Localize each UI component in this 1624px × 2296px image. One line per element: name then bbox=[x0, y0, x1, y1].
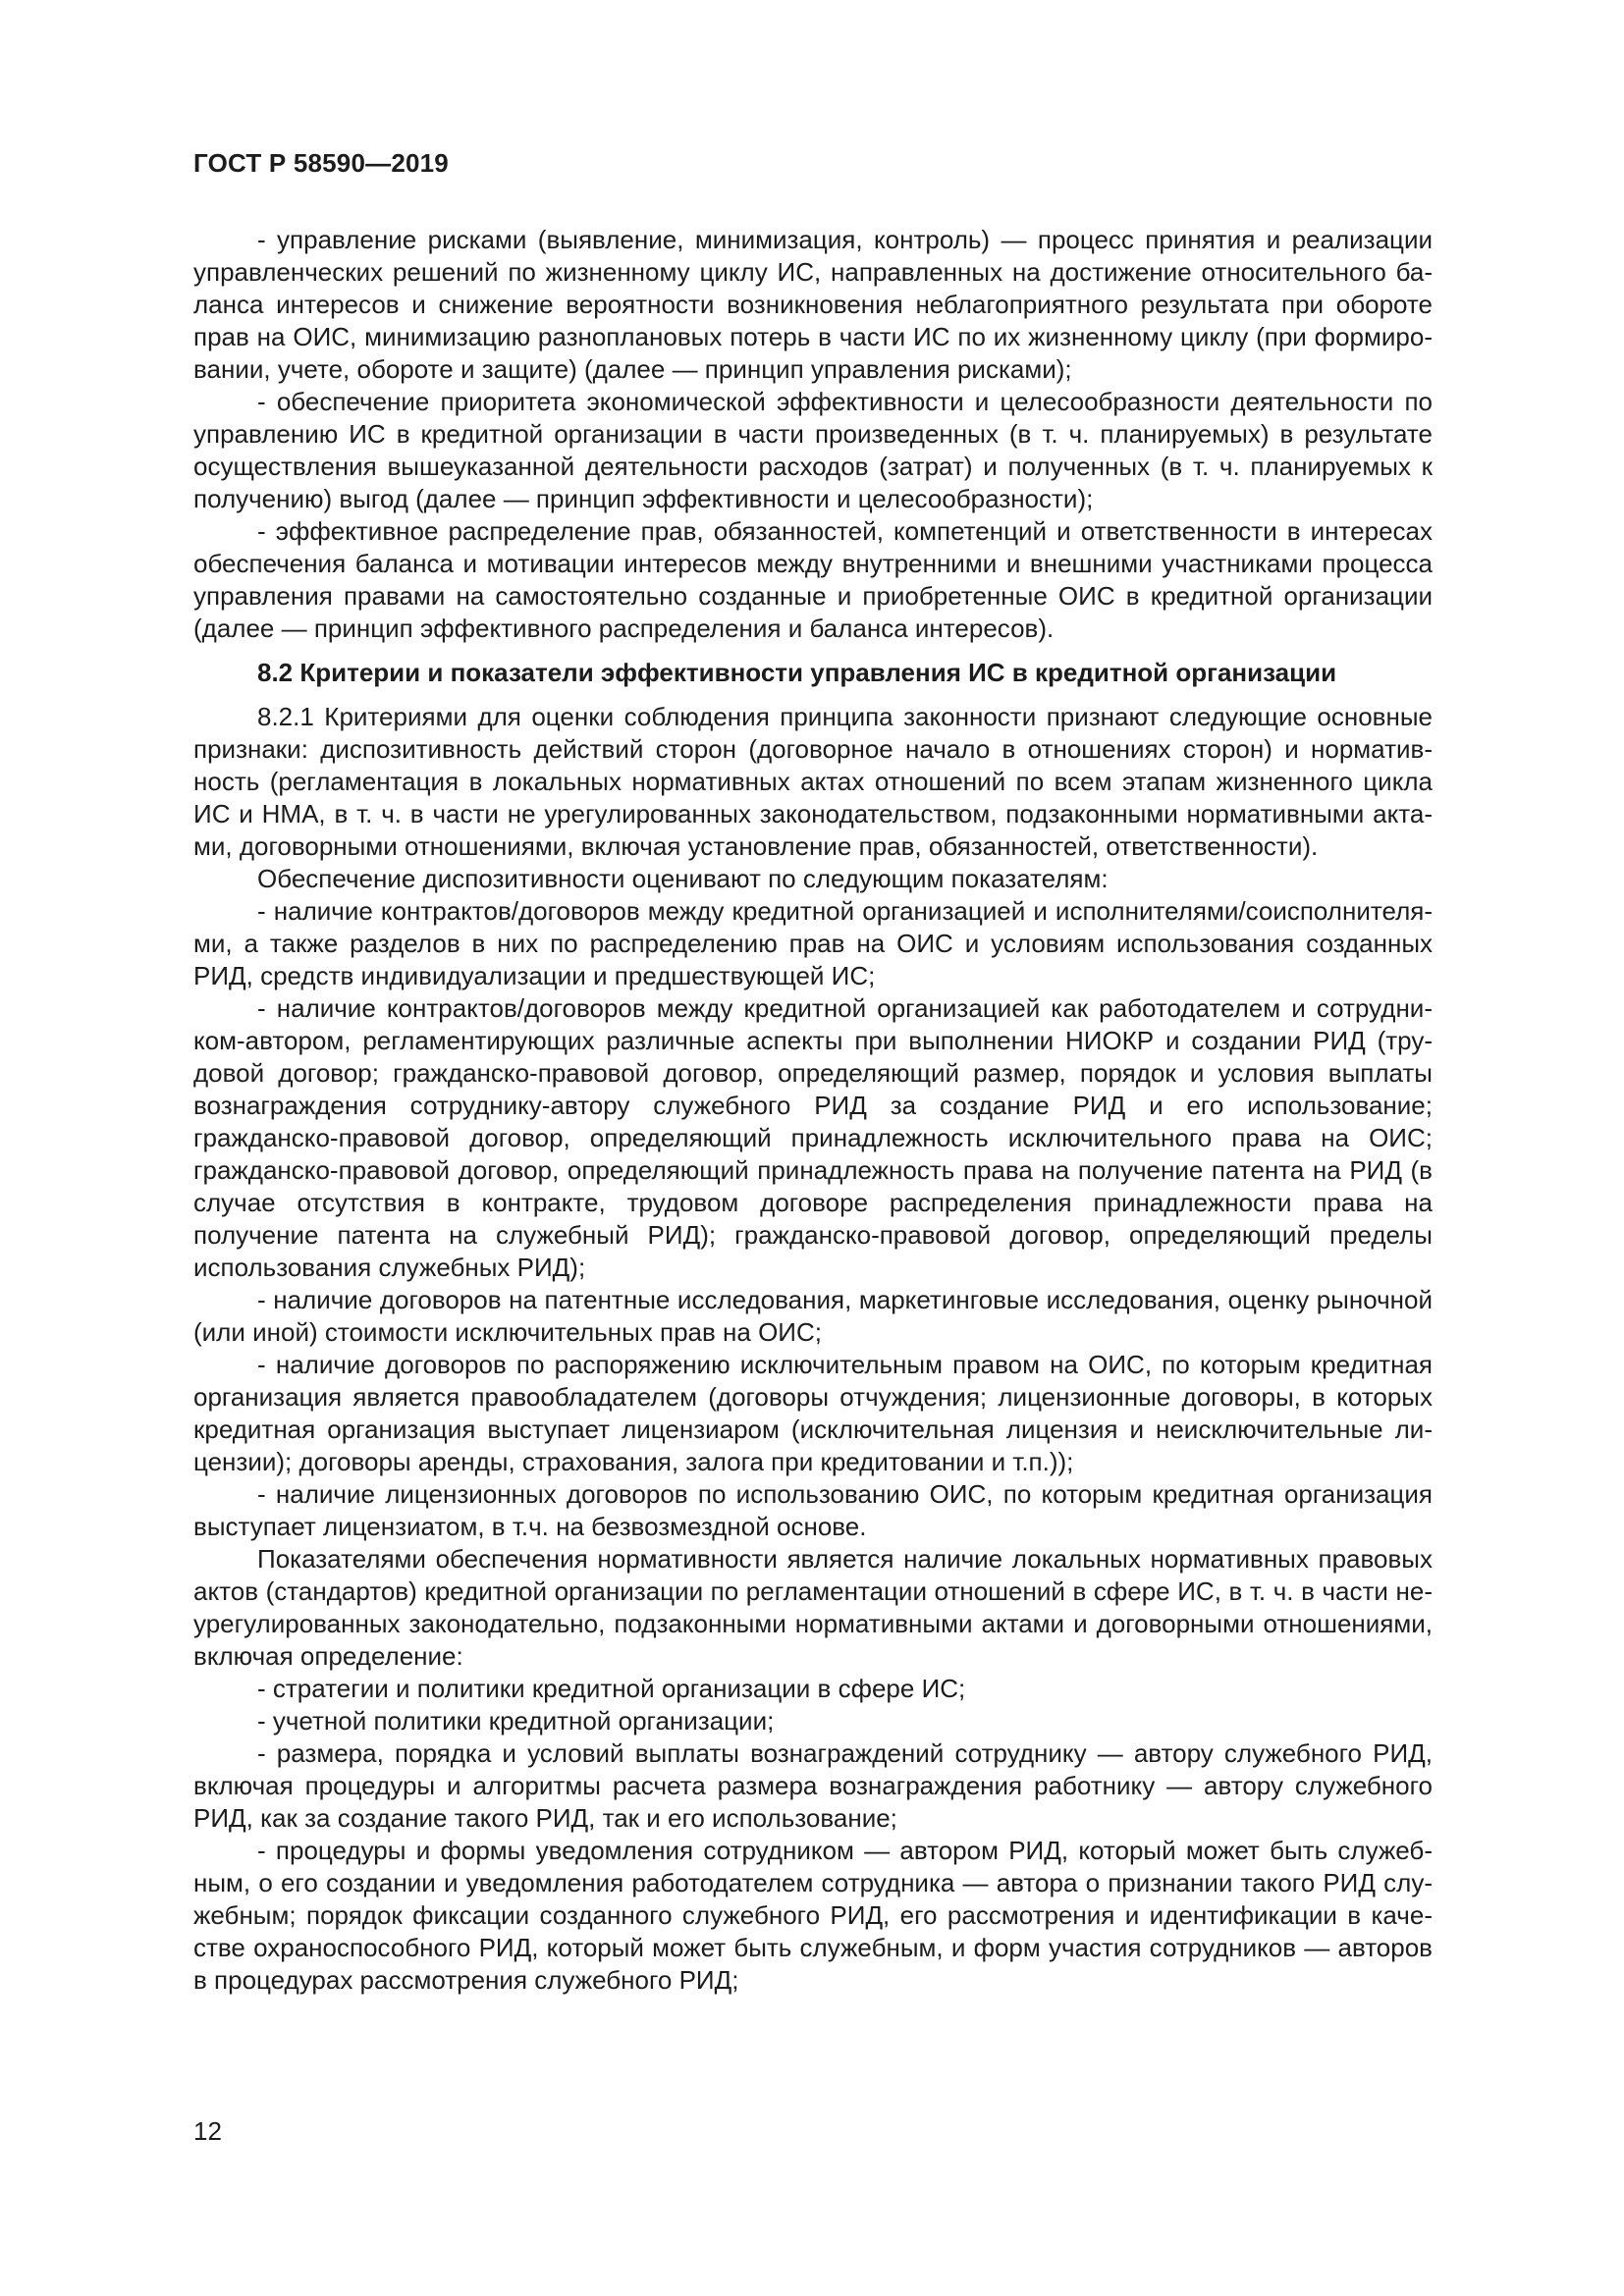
paragraph: - управление рисками (выявление, минимизация, контроль) — процесс принятия и реализации управленческих решений по жизненному циклу ИС, направленных на достижение относительного баланса интересов и снижение вероятности возникновения неблагоприятного результата при обороте прав на ОИС, минимизацию разноплановых потерь в части ИС по их жизненному циклу (при формировании, учете, обороте и защите) (далее — принцип управления рисками); bbox=[193, 225, 1433, 384]
paragraph: - процедуры и формы уведомления сотрудником — автором РИД, который может быть служебным, о его создании и уведомления работодателем сотрудника — автора о признании такого РИД служебным; порядок фиксации созданного служебного РИД, его рассмотрения и идентификации в качестве охраноспособного РИД, который может быть служебным, и форм участия сотрудников — авторов в процедурах рассмотрения служебного РИД; bbox=[193, 1836, 1433, 1995]
section-heading: 8.2 Критерии и показатели эффективности управления ИС в кредитной организации bbox=[257, 658, 1337, 687]
paragraph: - эффективное распределение прав, обязанностей, компетенций и ответственности в интересах обеспечения баланса и мотивации интересов между внутренними и внешними участниками процесса управления правами на самостоятельно созданные и приобретенные ОИС в кредитной организации (далее — принцип эффективного распределения и баланса интересов). bbox=[193, 516, 1433, 643]
paragraph: Показателями обеспечения нормативности является наличие локальных нормативных правовых актов (стандартов) кредитной организации по регламентации отношений в сфере ИС, в т. ч. в части неурегулированных законодательно, подзаконными нормативными актами и договорными отношениями, включая определение: bbox=[193, 1544, 1433, 1671]
paragraph: - учетной политики кредитной организации; bbox=[257, 1706, 775, 1735]
paragraph: - наличие договоров по распоряжению исключительным правом на ОИС, по которым кредитная организация является правообладателем (договоры отчуждения; лицензионные договоры, в которых кредитная организация выступает лицензиаром (исключительная лицензия и неисключительные лицензии); договоры аренды, страхования, залога при кредитовании и т.п.)); bbox=[193, 1350, 1433, 1476]
paragraph: - наличие контрактов/договоров между кредитной организацией как работодателем и сотрудником-автором, регламентирующих различные аспекты при выполнении НИОКР и создании РИД (трудовой договор; гражданско-правовой договор, определяющий размер, порядок и условия выплаты вознаграждения сотруднику-автору служебного РИД за создание РИД и его использование; гражданско-правовой договор, определяющий принадлежность исключительного права на ОИС; гражданско-правовой договор, определяющий принадлежность права на получение патента на РИД (в случае отсутствия в контракте, трудовом договоре распределения принадлежности права на получение патента на служебный РИД); гражданско-правовой договор, определяющий пределы использования служебных РИД); bbox=[193, 993, 1433, 1282]
paragraph: - наличие лицензионных договоров по использованию ОИС, по которым кредитная организация выступает лицензиатом, в т.ч. на безвозмездной основе. bbox=[193, 1479, 1433, 1541]
paragraph: - размера, порядка и условий выплаты вознаграждений сотруднику — автору служебного РИД, включая процедуры и алгоритмы расчета размера вознаграждения работнику — автору служебного РИД, как за создание такого РИД, так и его использование; bbox=[193, 1738, 1433, 1833]
paragraph: Обеспечение диспозитивности оценивают по следующим показателям: bbox=[257, 864, 1109, 893]
paragraph: - наличие договоров на патентные исследования, маркетинговые исследования, оценку рыночной (или иной) стоимости исключительных прав на ОИС; bbox=[193, 1285, 1433, 1347]
paragraph: - обеспечение приоритета экономической эффективности и целесообразности деятельности по управлению ИС в кредитной организации в части произведенных (в т. ч. планируемых) в результате осуществления вышеуказанной деятельности расходов (затрат) и полученных (в т. ч. планируемых к получению) выгод (далее — принцип эффективности и целесообразности); bbox=[193, 387, 1433, 513]
document-body bbox=[193, 224, 1433, 1997]
paragraph: - наличие контрактов/договоров между кредитной организацией и исполнителями/соисполнителями, а также разделов в них по распределению прав на ОИС и условиям использования созданных РИД, средств индивидуализации и предшествующей ИС; bbox=[193, 896, 1433, 990]
paragraph: 8.2.1 Критериями для оценки соблюдения принципа законности признают следующие основные признаки: диспозитивность действий сторон (договорное начало в отношениях сторон) и нормативность (регламентация в локальных нормативных актах отношений по всем этапам жизненного цикла ИС и НМА, в т. ч. в части не урегулированных законодательством, подзаконными нормативными актами, договорными отношениями, включая установление прав, обязанностей, ответственности). bbox=[193, 702, 1433, 861]
paragraph: - стратегии и политики кредитной организации в сфере ИС; bbox=[257, 1674, 966, 1703]
document-page bbox=[193, 147, 1433, 1997]
document-header: ГОСТ Р 58590—2019 bbox=[193, 148, 449, 178]
page-number: 12 bbox=[193, 2116, 222, 2146]
